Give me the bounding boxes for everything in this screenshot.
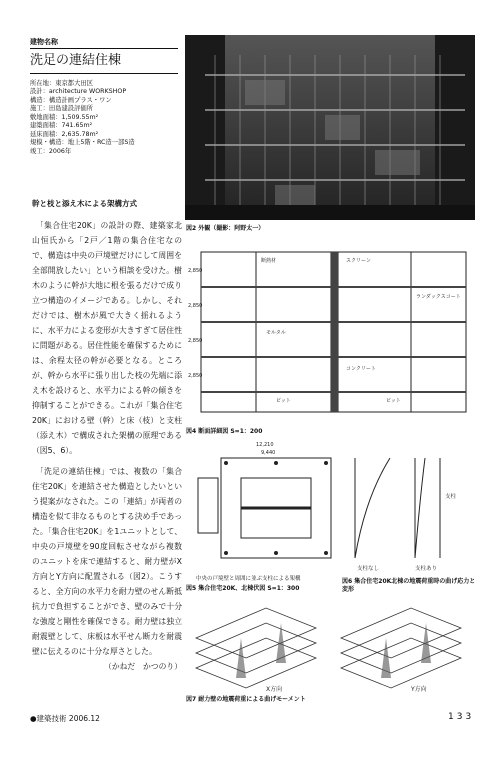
floor-height: 2,850 bbox=[188, 268, 203, 274]
info-row: 所在地：東京都大田区 bbox=[30, 79, 93, 87]
article-body bbox=[32, 218, 182, 674]
info-label: 建物名称 bbox=[30, 38, 178, 49]
section-label: ピット bbox=[276, 398, 291, 404]
info-row: 敷地面積：1,509.55m² bbox=[30, 113, 99, 121]
moment-svg bbox=[186, 598, 476, 693]
floor-height: 2,850 bbox=[188, 338, 203, 344]
paragraph-1: 「集合住宅20K」の設計の際、建築家北山恒氏から「2戸／1階の集合住宅なので、構造は中央の戸境壁だけにして周囲を全部開放したい」という相談を受けた。樹木のように幹が大地に根を張るだけで成り立つ構造のイメージである。しかし、それだけでは、樹木が風で大きく揺れるように、水平力による変形が大きすぎて居住性に問題がある。居住性能を確保するためには、余程太径の幹が必要となる。ところが、幹から水平に張り出した枝の先端に添え木を設けると、水平力による幹の傾きを抑制することができる。これが「集合住宅20K」における壁（幹）と床（枝）と支柱（添え木）で構成された架構の原理である（図5、6）。 bbox=[32, 221, 182, 455]
deformation-svg bbox=[345, 438, 475, 573]
section-label: ピット bbox=[386, 398, 401, 404]
section-label: モルタル bbox=[266, 330, 286, 336]
moment-diagrams bbox=[186, 598, 476, 693]
fig5-note: 中央の戸境壁と周囲に並ぶ支柱による架構 bbox=[196, 576, 301, 582]
info-row: 設計：architecture WORKSHOP bbox=[30, 88, 127, 96]
fig6-label: 支柱 bbox=[445, 494, 457, 500]
plan-dim: 9,440 bbox=[261, 450, 276, 456]
fig7-label: X方向 bbox=[266, 686, 283, 693]
fig4-caption: 図4 断面詳細図 S=1：200 bbox=[186, 428, 263, 435]
section-drawing bbox=[186, 232, 476, 422]
info-row: 建築面積：741.65m² bbox=[30, 122, 93, 130]
plan-dim: 12,210 bbox=[256, 442, 274, 448]
info-row: 竣工：2006年 bbox=[30, 147, 72, 155]
fig6-label: 支柱なし bbox=[357, 566, 380, 572]
info-row: 構造：構造計画プラス・ワン bbox=[30, 96, 112, 104]
author: （かねだ かつのり） bbox=[104, 662, 182, 671]
section-label: 断熱材 bbox=[261, 258, 277, 264]
footer-left: ●建築技術 2006.12 bbox=[30, 714, 100, 723]
deformation-diagram bbox=[345, 438, 475, 573]
fig7-label: Y方向 bbox=[411, 686, 427, 693]
info-row: 規模・構造：地上5階・RC造一部S造 bbox=[30, 139, 135, 147]
paragraph-2: 「洗足の連結住棟」では、複数の「集合住宅20K」を連結させた構造としたいという提案がなされた。この「連結」が両者の構造を似て非なるものとする決め手であった。「集合住宅20K」を1ユニットとして、中央の戸境壁を90度回転させながら複数のユニットを床で連結すると、耐力壁がX方向とY方向に配置される（図2）。こうすると、全方向の水平力を耐力壁のせん断抵抗力で負担することができ、壁のみで十分な強度と剛性を確保できる。耐力壁は独立耐震壁として、床板は水平せん断力を耐震壁に伝えるのに十分な厚さとした。 bbox=[32, 467, 182, 656]
fig2-caption: 図2 外観（撮影：阿野太一） bbox=[186, 225, 265, 232]
building-info bbox=[30, 38, 178, 174]
section-drawing-svg bbox=[186, 232, 476, 422]
building-title: 洗足の連結住棟 bbox=[30, 52, 178, 74]
fig5-caption: 図5 集合住宅20K、北棟伏図 S=1：300 bbox=[186, 585, 300, 592]
floor-height: 2,850 bbox=[188, 303, 203, 309]
info-row: 延床面積：2,635.78m² bbox=[30, 130, 99, 138]
article-heading: 幹と枝と添え木による架構方式 bbox=[32, 199, 137, 208]
fig6-label: 支柱あり bbox=[415, 566, 438, 572]
info-row: 施工：田島建設評価所 bbox=[30, 105, 93, 113]
fig7-caption: 図7 耐力壁の地震荷重による曲げモーメント bbox=[186, 696, 306, 703]
building-photo-image bbox=[185, 35, 475, 220]
section-label: ランダックスコート bbox=[416, 294, 461, 300]
section-label: コンクリート bbox=[346, 366, 376, 372]
section-label: スクリーン bbox=[346, 258, 371, 264]
floor-height: 2,850 bbox=[188, 373, 203, 379]
plan-svg bbox=[186, 438, 336, 573]
exterior-photo bbox=[185, 35, 475, 220]
fig6-caption: 図6 集合住宅20K北棟の地震荷重時の曲げ応力と変形 bbox=[342, 578, 476, 593]
page-number: 133 bbox=[448, 712, 475, 722]
plan-drawing bbox=[186, 438, 336, 573]
